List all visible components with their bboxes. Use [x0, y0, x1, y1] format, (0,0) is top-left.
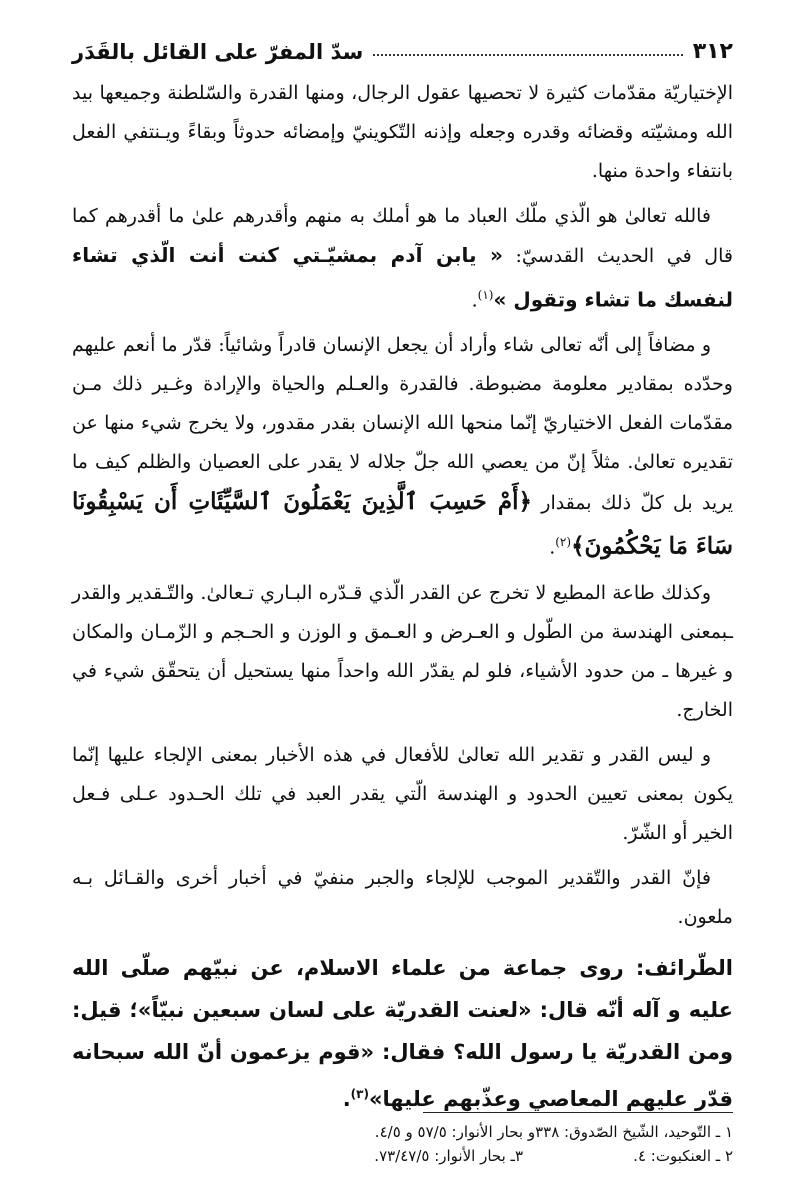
paragraph-3-text: و مضافاً إلى أنّه تعالى شاء وأراد أن يجعل الإنسان قادراً وشائياً: قدّر ما أنعم عليهم وحدّده بمقادير معلومة مضبوطة. فالقدرة والعـلم والحياة والإرادة وغـير ذلك مـن مقدّمات الفعل الاختياريّ إنّما منحها الله الإنسان بقدر مقدور، ولا يخرج شيء منها عن تقديره تعالىٰ. مثلاً إنّ من يعصي الله جلّ جلاله لا يقدر على العصيان والظلم كيف ما يريد بل كلّ ذلك بمقدار	[72, 334, 733, 515]
footnote-ref-2: (٢)	[555, 535, 572, 550]
paragraph-4	[72, 574, 733, 730]
footnote-divider	[423, 1112, 733, 1113]
paragraph-4-text: وكذلك طاعة المطيع لا تخرج عن القدر الّذي قـدّره البـاري تـعالىٰ. والتّـقدير والقدر ـبمعنى الهندسة من الطّول و العـرض و العـمق و الوزن و الحـجم و الزّمـان والمكان و غيرها ـ من حدود الأشياء، فلو لم يقدّر الله واحداً منها يستحيل أن يتحقّق شيء في الخارج.	[72, 581, 733, 721]
paragraph-3: و مضافاً إلى أنّه تعالى شاء وأراد أن يجعل الإنسان قادراً وشائياً: قدّر ما أنعم عليهم وحدّده بمقادير معلومة مضبوطة. فالقدرة والعـلم والحياة والإرادة وغـير ذلك مـن مقدّمات الفعل الاختياريّ إنّما منحها الله الإنسان بقدر مقدور، ولا يخرج شيء منها عن تقديره تعالىٰ. مثلاً إنّ من يعصي الله جلّ جلاله لا يقدر على العصيان والظلم كيف ما يريد بل كلّ ذلك بمقدار ﴿أَمْ حَسِبَ ٱلَّذِينَ يَعْمَلُونَ ٱلسَّيِّئَاتِ أَن يَسْبِقُونَا سَاءَ مَا يَحْكُمُونَ﴾$^{(٢)}$.	[72, 334, 733, 560]
paragraph-6-text: فإنّ القدر والتّقدير الموجب للإلجاء والجبر منفيّ في أخبار أخرى والقـائل بـه ملعون.	[72, 866, 733, 928]
footnote-ref-3: (٣)	[350, 1086, 369, 1101]
paragraph-2-text: فالله تعالىٰ هو الّذي ملّك العباد ما هو أملك به منهم وأقدرهم علىٰ ما أقدرهم كما قال في الحديث القدسيّ:	[72, 205, 733, 267]
hadith-quote: « يابن آدم بمشيّـتي كنت أنت الّذي تشاء لنفسك ما تشاء وتقول »	[72, 243, 733, 312]
paragraph-1: الإختياريّة مقدّمات كثيرة لا تحصيها عقول الرجال، ومنها القدرة والسّلطنة وجميعها بيد الله ومشيّته وقضائه وقدره وجعله وإذنه التّكوينيّ وإمضائه حدوثاً وبقاءً ويـنتفي الفعل بانتفاء واحدة منها.	[72, 82, 733, 182]
page-header	[72, 24, 733, 64]
footnote-row	[200, 1144, 733, 1168]
running-title: سدّ المفرّ على القائل بالقَدَر	[72, 40, 364, 64]
paragraph-2: فالله تعالىٰ هو الّذي ملّك العباد ما هو أملك به منهم وأقدرهم علىٰ ما أقدرهم كما قال في الحديث القدسيّ: « يابن آدم بمشيّـتي كنت أنت الّذي تشاء لنفسك ما تشاء وتقول »$^{(١)}$.	[72, 205, 733, 312]
quran-verse: ﴿أَمْ حَسِبَ ٱلَّذِينَ يَعْمَلُونَ ٱلسَّيِّئَاتِ أَن يَسْبِقُونَا سَاءَ مَا يَحْكُمُونَ﴾	[72, 488, 733, 560]
footnote-3: ٣ـ بحار الأنوار: ٧٣/٤٧/٥.	[374, 1147, 523, 1165]
footnote-2: ٢ ـ العنكبوت: ٤.	[633, 1147, 733, 1165]
paragraph-5	[72, 736, 733, 853]
footnote-1: ١ ـ التّوحيد، الشّيخ الصّدوق: ٣٣٨و بحار الأنوار: ٥٧/٥ و ٤/٥.	[374, 1123, 733, 1141]
paragraph-6	[72, 859, 733, 937]
paragraph-5-text: و ليس القدر و تقدير الله تعالىٰ للأفعال في هذه الأخبار بمعنى الإلجاء عليها إنّما يكون بمعنى تعيين الحدود و الهندسة الّتي يقدر العبد في تلك الحـدود عـلى فـعل الخير أو الشّرّ.	[72, 743, 733, 844]
paragraph-7-text: الطّرائف: روى جماعة من علماء الاسلام، عن نبيّهم صلّى الله عليه و آله أنّه قال: «لعنت القدريّة على لسان سبعين نبيّاً»؛ قيل: ومن القدريّة يا رسول الله؟ فقال: «قوم يزعمون أنّ الله سبحانه قدّر عليهم المعاصي وعذّبهم عليها»	[72, 955, 733, 1111]
footnote-ref-1: (١)	[477, 288, 494, 302]
footnotes	[200, 1120, 733, 1168]
header-dot-leader	[373, 54, 682, 56]
paragraph-7: الطّرائف: روى جماعة من علماء الاسلام، عن نبيّهم صلّى الله عليه و آله أنّه قال: «لعنت القدريّة على لسان سبعين نبيّاً»؛ قيل: ومن القدريّة يا رسول الله؟ فقال: «قوم يزعمون أنّ الله سبحانه قدّر عليهم المعاصي وعذّبهم عليها»$^{(٣)}$.	[72, 955, 733, 1111]
page-number: ٣١٢	[692, 39, 733, 64]
body-text	[72, 74, 733, 1141]
